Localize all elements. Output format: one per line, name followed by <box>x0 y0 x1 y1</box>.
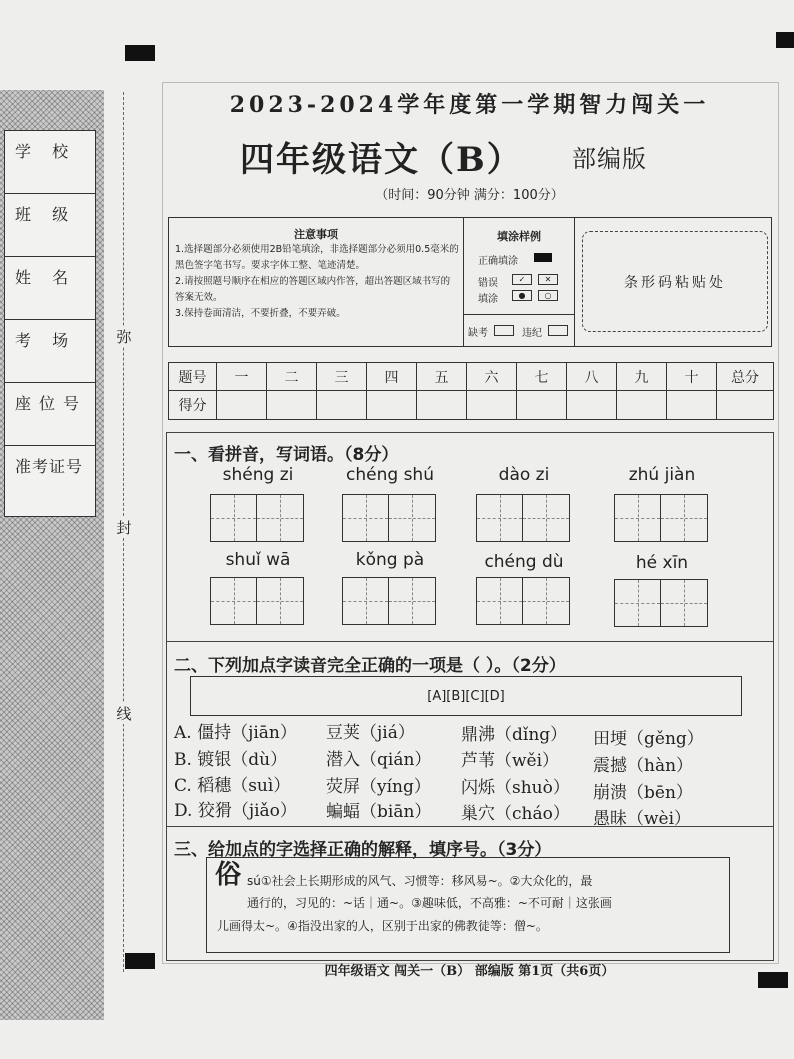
score-header-cell: 四 <box>367 363 417 391</box>
admission-number-field[interactable]: 准考证号 <box>15 457 84 476</box>
absent-box[interactable] <box>494 325 514 336</box>
score-cell[interactable] <box>667 391 717 419</box>
score-header-cell: 七 <box>517 363 567 391</box>
pinyin-prompt: chéng dù <box>484 552 564 572</box>
absent-label: 缺考 <box>468 328 488 339</box>
pinyin-prompt: shuǐ wā <box>225 550 291 570</box>
correct-fill-mark <box>534 253 552 262</box>
option-item: 芦苇（wěi） <box>461 751 560 771</box>
answer-grid[interactable] <box>210 494 304 542</box>
section-2-title: 二、下列加点字读音完全正确的一项是（ ）。（2分） <box>174 656 566 676</box>
score-cell[interactable] <box>617 391 667 419</box>
pinyin-prompt: chéng shú <box>346 465 434 485</box>
score-table <box>168 362 774 420</box>
option-item: 闪烁（shuò） <box>461 778 570 798</box>
score-label-cell: 得分 <box>169 391 217 419</box>
score-cell[interactable] <box>567 391 617 419</box>
option-item: 蝙蝠（biān） <box>326 802 432 822</box>
circle-mark-icon: ○ <box>538 290 558 301</box>
exam-room-field[interactable]: 考 场 <box>5 320 95 383</box>
seal-word: 线 <box>116 705 132 723</box>
notice-item: 2.请按照题号顺序在相应的答题区域内作答，超出答题区域书写的答案无效。 <box>175 276 451 303</box>
notice-item: 3.保持卷面清洁，不要折叠，不要弄破。 <box>175 308 346 319</box>
violation-box[interactable] <box>548 325 568 336</box>
pinyin-prompt: hé xīn <box>635 553 689 573</box>
score-cell[interactable] <box>517 391 567 419</box>
name-field[interactable]: 姓 名 <box>5 257 95 320</box>
correct-fill-label: 正确填涂 <box>478 256 518 267</box>
score-cell[interactable] <box>317 391 367 419</box>
answer-grid[interactable] <box>210 577 304 625</box>
notice-section <box>169 218 464 346</box>
section-1-title: 一、看拼音，写词语。（8分） <box>174 445 399 465</box>
seal-word: 弥 <box>116 328 132 346</box>
option-item: D. 狡猾（jiǎo） <box>174 801 297 821</box>
definition-box <box>206 857 730 953</box>
option-item: 鼎沸（dǐng） <box>461 725 568 745</box>
alignment-marker <box>125 45 155 61</box>
option-item: 愚昧（wèi） <box>593 809 692 829</box>
pinyin-prompt: kǒng pà <box>355 550 425 570</box>
answer-grid[interactable] <box>614 579 708 627</box>
choice-bubble-bar[interactable]: [A][B][C][D] <box>190 676 742 716</box>
answer-grid[interactable] <box>614 494 708 542</box>
barcode-area: 条形码粘贴处 <box>582 231 768 332</box>
score-header-cell: 二 <box>267 363 317 391</box>
student-info-box <box>4 130 96 517</box>
score-header-cell: 八 <box>567 363 617 391</box>
score-header-cell: 六 <box>467 363 517 391</box>
score-header-cell: 五 <box>417 363 467 391</box>
wrong-fill-label-2: 填涂 <box>478 294 498 305</box>
wrong-fill-label: 错误 <box>478 278 498 289</box>
score-cell[interactable] <box>267 391 317 419</box>
score-header-cell: 题号 <box>169 363 217 391</box>
option-item: B. 镀银（dù） <box>174 750 288 770</box>
option-item: A. 僵持（jiān） <box>174 723 297 743</box>
subject-title: 四年级语文（B） <box>240 140 523 180</box>
dot-mark-icon: ● <box>512 290 532 301</box>
score-header-cell: 九 <box>617 363 667 391</box>
alignment-marker <box>125 953 155 969</box>
definition-line: sú①社会上长期形成的风气、习惯等：移风易~。②大众化的，最 <box>247 874 593 888</box>
exam-title: 2023-2024学年度第一学期智力闯关一 <box>229 92 710 118</box>
pinyin-prompt: zhú jiàn <box>628 465 696 485</box>
score-cell[interactable] <box>467 391 517 419</box>
edition-label: 部编版 <box>572 145 647 173</box>
section-3-title: 三、给加点的字选择正确的解释，填序号。（3分） <box>174 840 552 860</box>
seal-word: 封 <box>116 519 132 537</box>
class-field[interactable]: 班 级 <box>5 194 95 257</box>
cross-mark-icon: ✕ <box>538 274 558 285</box>
option-item: C. 稻穗（suì） <box>174 776 291 796</box>
school-field[interactable]: 学 校 <box>5 131 95 194</box>
score-cell[interactable] <box>217 391 267 419</box>
score-cell[interactable] <box>717 391 773 419</box>
alignment-marker <box>776 32 794 48</box>
time-info: （时间：90分钟 满分：100分） <box>375 188 564 203</box>
definition-line: 儿画得太~。④指没出家的人，区别于出家的佛教徒等：僧~。 <box>217 919 548 933</box>
score-cell[interactable] <box>367 391 417 419</box>
check-mark-icon: ✓ <box>512 274 532 285</box>
fill-sample-title: 填涂样例 <box>497 230 541 243</box>
definition-line: 通行的，习见的：~话｜通~。③趣味低，不高雅：~不可耐｜这张画 <box>247 896 612 910</box>
notice-item: 1.选择题部分必须使用2B铅笔填涂，非选择题部分必须用0.5毫米的黑色签字笔书写。要求字体工整、笔迹清楚。 <box>175 244 459 271</box>
score-header-cell: 三 <box>317 363 367 391</box>
notice-title: 注意事项 <box>294 228 338 241</box>
answer-grid[interactable] <box>342 577 436 625</box>
option-item: 潜入（qián） <box>326 750 432 770</box>
divider <box>464 314 574 315</box>
answer-grid[interactable] <box>342 494 436 542</box>
option-item: 崩溃（bēn） <box>593 783 693 803</box>
option-item: 巢穴（cháo） <box>461 804 570 824</box>
score-header-cell: 总分 <box>717 363 773 391</box>
option-item: 豆荚（jiá） <box>326 723 415 743</box>
option-item: 震撼（hàn） <box>593 756 694 776</box>
pinyin-prompt: dào zi <box>498 465 550 485</box>
option-item: 田埂（gěng） <box>593 729 704 749</box>
page-footer: 四年级语文 闯关一（B） 部编版 第1页（共6页） <box>324 964 615 979</box>
answer-grid[interactable] <box>476 577 570 625</box>
pinyin-prompt: shéng zi <box>222 465 294 485</box>
seat-number-field[interactable]: 座位号 <box>5 383 95 446</box>
answer-grid[interactable] <box>476 494 570 542</box>
fill-sample <box>464 218 575 346</box>
score-cell[interactable] <box>417 391 467 419</box>
notice-panel <box>168 217 772 347</box>
score-header-cell: 一 <box>217 363 267 391</box>
headword: 俗 <box>215 860 242 890</box>
score-header-cell: 十 <box>667 363 717 391</box>
option-item: 荧屏（yíng） <box>326 777 431 797</box>
violation-label: 违纪 <box>522 328 542 339</box>
